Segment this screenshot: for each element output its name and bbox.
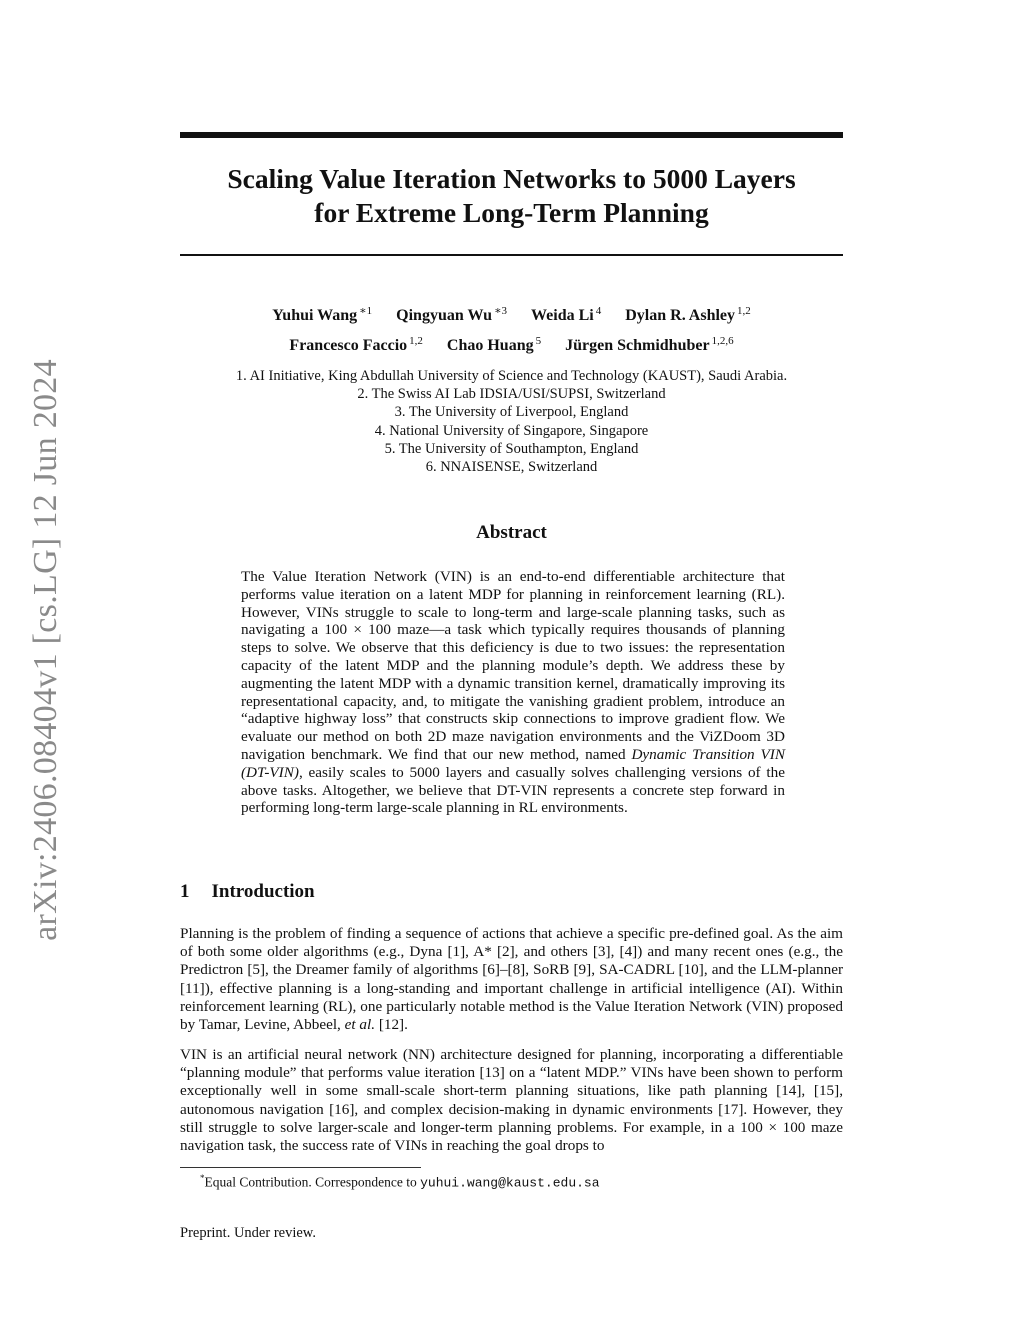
method-name: Dynamic Transition VIN (DT-VIN) [241,745,785,781]
section-heading [180,881,315,903]
paragraph: Planning is the problem of finding a sequence of actions that achieve a specific pre-defined goal. As the aim of both some older algorithms (e.g., Dyna [1], A* [2], and others [3], [4]) and many recent ones (e.g., the Predictron [5], the Dreamer family of algorithms [6]–[8], SoRB [9], SA-CADRL [10], and the LLM-planner [11]), effective planning is a long-standing and important challenge in artificial intelligence (AI). Within reinforcement learning (RL), one particularly notable method is the Value Iteration Network (VIN) proposed by Tamar, Levine, Abbeel, et al. [12]. [180,925,843,1034]
affiliation: 6. NNAISENSE, Switzerland [425,459,598,476]
abstract-heading: Abstract [476,522,547,543]
correspondence-email[interactable]: yuhui.wang@kaust.edu.sa [420,1175,600,1191]
author-line-2 [180,326,843,356]
author: Yuhui Wang $^{∗1}$ [272,305,373,325]
title-line-2: for Extreme Long-Term Planning [314,197,709,228]
title-line-1: Scaling Value Iteration Networks to 5000 Layers [227,163,796,194]
affiliation: 1. AI Initiative, King Abdullah University of Science and Technology (KAUST), Saudi Arabia. [235,368,788,384]
affiliation: 4. National University of Singapore, Singapore [374,422,649,439]
author: Qingyuan Wu $^{∗3}$ [396,305,508,325]
author: Dylan R. Ashley $^{1,2}$ [625,305,751,325]
abstract-body: The Value Iteration Network (VIN) is an end-to-end differentiable architecture that performs value iteration on a latent MDP for planning in reinforcement learning (RL). However, VINs struggle to scale to long-term and large-scale planning tasks, such as navigating a 100 × 100 maze—a task which typically requires thousands of planning steps to solve. We observe that this deficiency is due to two issues: the representation capacity of the latent MDP and the planning module’s depth. We address these by augmenting the latent MDP with a dynamic transition kernel, dramatically improving its representational capacity, and, to mitigate the vanishing gradient problem, introduce an “adaptive highway loss” that constructs skip connections to improve gradient flow. We evaluate our method on both 2D maze navigation environments and the ViZDoom 3D navigation benchmark. We find that our new method, named Dynamic Transition VIN (DT-VIN), easily scales to 5000 layers and casually solves challenging versions of the above tasks. Altogether, we believe that DT-VIN represents a concrete step forward in performing long-term large-scale planning in RL environments. [241,568,785,817]
affiliation: 3. The University of Liverpool, England [394,404,629,421]
preprint-note: Preprint. Under review. [180,1225,316,1241]
title-bottom-rule [180,254,843,256]
affiliations [180,367,843,476]
author-line-1 [180,296,843,326]
paper-title [180,162,843,230]
paragraph: VIN is an artificial neural network (NN) architecture designed for planning, incorporating a differentiable “planning module” that performs value iteration [13] on a “latent MDP.” VINs have been shown to perform exceptionally well in some small-scale short-term planning situations, like path planning [14], [15], autonomous navigation [16], and complex decision-making in dynamic environments [17]. However, they still struggle to solve larger-scale and longer-term planning problems. For example, in a 100 × 100 maze navigation task, the success rate of VINs in reaching the goal drops to [180,1046,843,1155]
author: Chao Huang $^5$ [446,335,542,355]
section-number: 1 [180,881,190,902]
author: Francesco Faccio $^{1,2}$ [289,335,423,355]
section-title: Introduction [211,881,315,902]
footnote-mark: * [200,1173,205,1183]
title-top-rule [180,132,843,138]
affiliation: 2. The Swiss AI Lab IDSIA/USI/SUPSI, Switzerland [357,386,666,403]
footnote: *Equal Contribution. Correspondence to yuhui.wang@kaust.edu.sa [200,1173,600,1191]
author: Jürgen Schmidhuber $^{1,2,6}$ [565,335,734,355]
arxiv-identifier: arXiv:2406.08404v1 [cs.LG] 12 Jun 2024 [27,359,64,941]
footnote-rule [180,1167,421,1168]
author: Weida Li $^4$ [531,305,602,325]
author-block [180,296,843,356]
affiliation: 5. The University of Southampton, England [384,440,639,457]
